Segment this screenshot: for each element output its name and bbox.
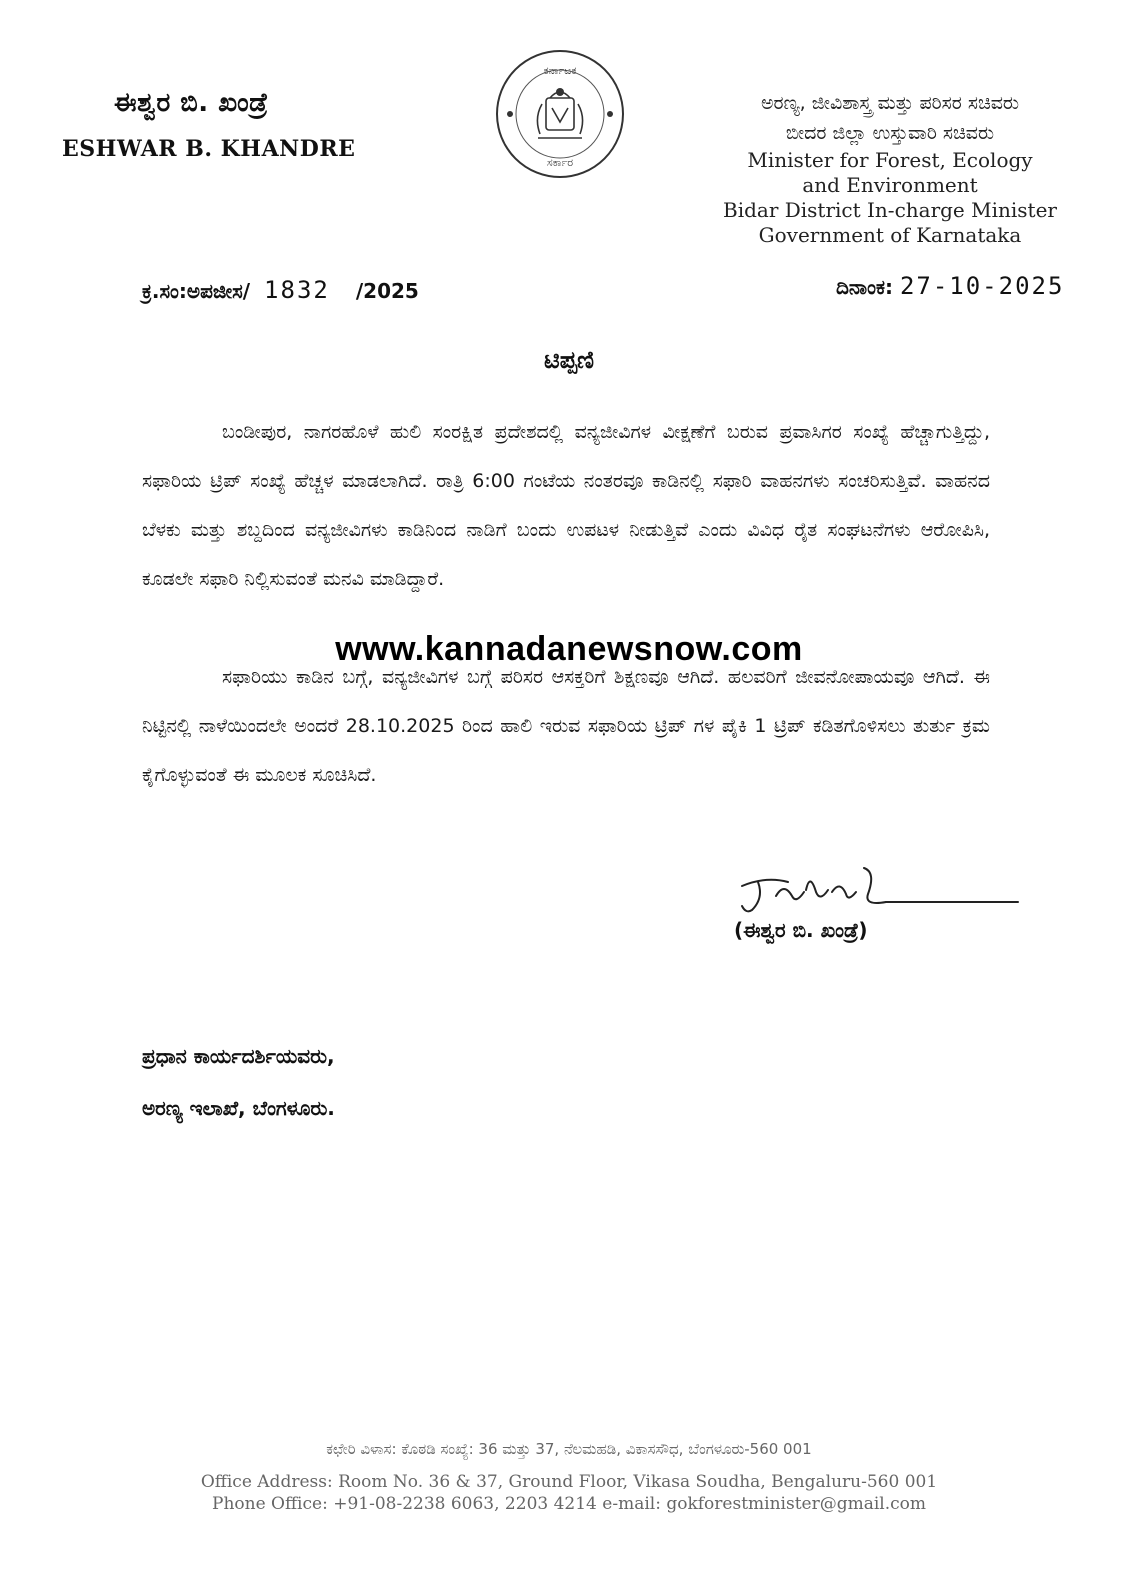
designation-english-4: Government of Karnataka: [758, 223, 1022, 247]
seal-text-bottom: ಸರ್ಕಾರ: [546, 156, 574, 169]
letter-date: [836, 272, 1064, 300]
date-handwritten-value: 27-10-2025: [899, 272, 1065, 300]
recipient-department: ಅರಣ್ಯ ಇಲಾಖೆ, ಬೆಂಗಳೂರು.: [142, 1096, 335, 1120]
designation-kannada-1: ಅರಣ್ಯ, ಜೀವಿಶಾಸ್ತ್ರ ಮತ್ತು ಪರಿಸರ ಸಚಿವರು: [760, 92, 1020, 114]
designation-english-3: Bidar District In-charge Minister: [723, 198, 1057, 222]
karnataka-government-seal: [494, 48, 626, 180]
body-paragraph-1: ಬಂಡೀಪುರ, ನಾಗರಹೊಳೆ ಹುಲಿ ಸಂರಕ್ಷಿತ ಪ್ರದೇಶದಲ್ಲಿ ವನ್ಯಜೀವಿಗಳ ವೀಕ್ಷಣೆಗೆ ಬರುವ ಪ್ರವಾಸಿಗರ ಸಂಖ್ಯೆ ಹೆಚ್ಚಾಗುತ್ತಿದ್ದು, ಸಫಾರಿಯ ಟ್ರಿಪ್ ಸಂಖ್ಯೆ ಹೆಚ್ಚಳ ಮಾಡಲಾಗಿದೆ. ರಾತ್ರಿ 6:00 ಗಂಟೆಯ ನಂತರವೂ ಕಾಡಿನಲ್ಲಿ ಸಫಾರಿ ವಾಹನಗಳು ಸಂಚರಿಸುತ್ತಿವೆ. ವಾಹನದ ಬೆಳಕು ಮತ್ತು ಶಬ್ದದಿಂದ ವನ್ಯಜೀವಿಗಳು ಕಾಡಿನಿಂದ ನಾಡಿಗೆ ಬಂದು ಉಪಟಳ ನೀಡುತ್ತಿವೆ ಎಂದು ವಿವಿಧ ರೈತ ಸಂಘಟನೆಗಳು ಆರೋಪಿಸಿ, ಕೂಡಲೇ ಸಫಾರಿ ನಿಲ್ಲಿಸುವಂತೆ ಮನವಿ ಮಾಡಿದ್ದಾರೆ.: [142, 421, 990, 590]
minister-name-english: ESHWAR B. KHANDRE: [62, 136, 356, 162]
designation-english-2: and Environment: [802, 173, 978, 197]
reference-suffix: /2025: [355, 279, 419, 303]
designation-kannada-2: ಬೀದರ ಜಿಲ್ಲಾ ಉಸ್ತುವಾರಿ ಸಚಿವರು: [785, 122, 995, 144]
minister-name-kannada: ಈಶ್ವರ ಬಿ. ಖಂಡ್ರೆ: [114, 88, 269, 118]
body-paragraph-2: ಸಫಾರಿಯು ಕಾಡಿನ ಬಗ್ಗೆ, ವನ್ಯಜೀವಿಗಳ ಬಗ್ಗೆ ಪರಿಸರ ಆಸಕ್ತರಿಗೆ ಶಿಕ್ಷಣವೂ ಆಗಿದೆ. ಹಲವರಿಗೆ ಜೀವನೋಪಾಯವೂ ಆಗಿದೆ. ಈ ನಿಟ್ಟಿನಲ್ಲಿ ನಾಳೆಯಿಂದಲೇ ಅಂದರೆ 28.10.2025 ರಿಂದ ಹಾಲಿ ಇರುವ ಸಫಾರಿಯ ಟ್ರಿಪ್ ಗಳ ಪೈಕಿ 1 ಟ್ರಿಪ್ ಕಡಿತಗೊಳಿಸಲು ತುರ್ತು ಕ್ರಮ ಕೈಗೊಳ್ಳುವಂತೆ ಈ ಮೂಲಕ ಸೂಚಿಸಿದೆ.: [142, 666, 990, 786]
reference-prefix: ಕ್ರ.ಸಂ:ಅಪಜೀಸ/: [142, 279, 251, 303]
watermark-url: www.kannadanewsnow.com: [335, 630, 803, 668]
footer-address-kannada: ಕಛೇರಿ ವಿಳಾಸ: ಕೊಠಡಿ ಸಂಖ್ಯೆ: 36 ಮತ್ತು 37, ನೆಲಮಹಡಿ, ವಿಕಾಸಸೌಧ, ಬೆಂಗಳೂರು-560 001: [326, 1440, 812, 1458]
date-label: ದಿನಾಂಕ:: [836, 275, 893, 299]
recipient-designation: ಪ್ರಧಾನ ಕಾರ್ಯದರ್ಶಿಯವರು,: [142, 1044, 335, 1068]
reference-number: [142, 276, 419, 304]
footer-address-english: Office Address: Room No. 36 & 37, Ground Floor, Vikasa Soudha, Bengaluru-560 001: [200, 1472, 938, 1492]
footer-contact: Phone Office: +91-08-2238 6063, 2203 4214 e-mail: gokforestminister@gmail.com: [212, 1494, 926, 1514]
designation-english-1: Minister for Forest, Ecology: [747, 148, 1033, 172]
seal-text-top: ಕರ್ನಾಟಕ: [543, 64, 577, 77]
reference-handwritten-number: 1832: [264, 276, 330, 304]
note-heading: ಟಿಪ್ಪಣಿ: [544, 346, 594, 374]
handwritten-signature: [736, 862, 1026, 922]
signatory-name: (ಈಶ್ವರ ಬಿ. ಖಂಡ್ರೆ): [734, 918, 868, 942]
minister-designation: [700, 88, 1080, 248]
